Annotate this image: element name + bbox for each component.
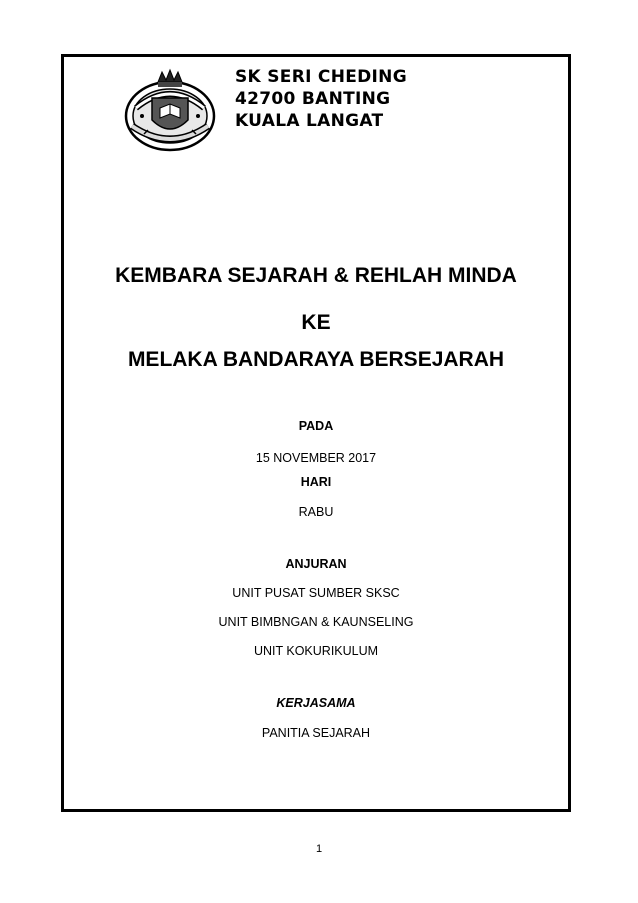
collaboration-label: KERJASAMA [276,696,356,710]
organizer-unit-3: UNIT KOKURIKULUM [253,644,379,658]
school-crest-logo [122,68,218,154]
school-district: KUALA LANGAT [235,111,384,131]
organizer-unit-2: UNIT BIMBNGAN & KAUNSELING [218,615,414,629]
title-line-2: KE [301,311,331,334]
day-value: RABU [298,505,334,519]
school-postcode-town: 42700 BANTING [235,89,391,109]
day-label: HARI [300,475,332,489]
organizer-unit-1: UNIT PUSAT SUMBER SKSC [232,586,400,600]
date-label: PADA [298,419,334,433]
school-address-block [235,66,407,132]
collaboration-value: PANITIA SEJARAH [261,726,371,740]
date-value: 15 NOVEMBER 2017 [255,451,377,465]
title-line-1: KEMBARA SEJARAH & REHLAH MINDA [115,264,517,287]
organizer-label: ANJURAN [285,557,347,571]
school-name: SK SERI CHEDING [235,67,407,87]
page-number: 1 [315,843,323,855]
title-line-3: MELAKA BANDARAYA BERSEJARAH [127,348,505,371]
